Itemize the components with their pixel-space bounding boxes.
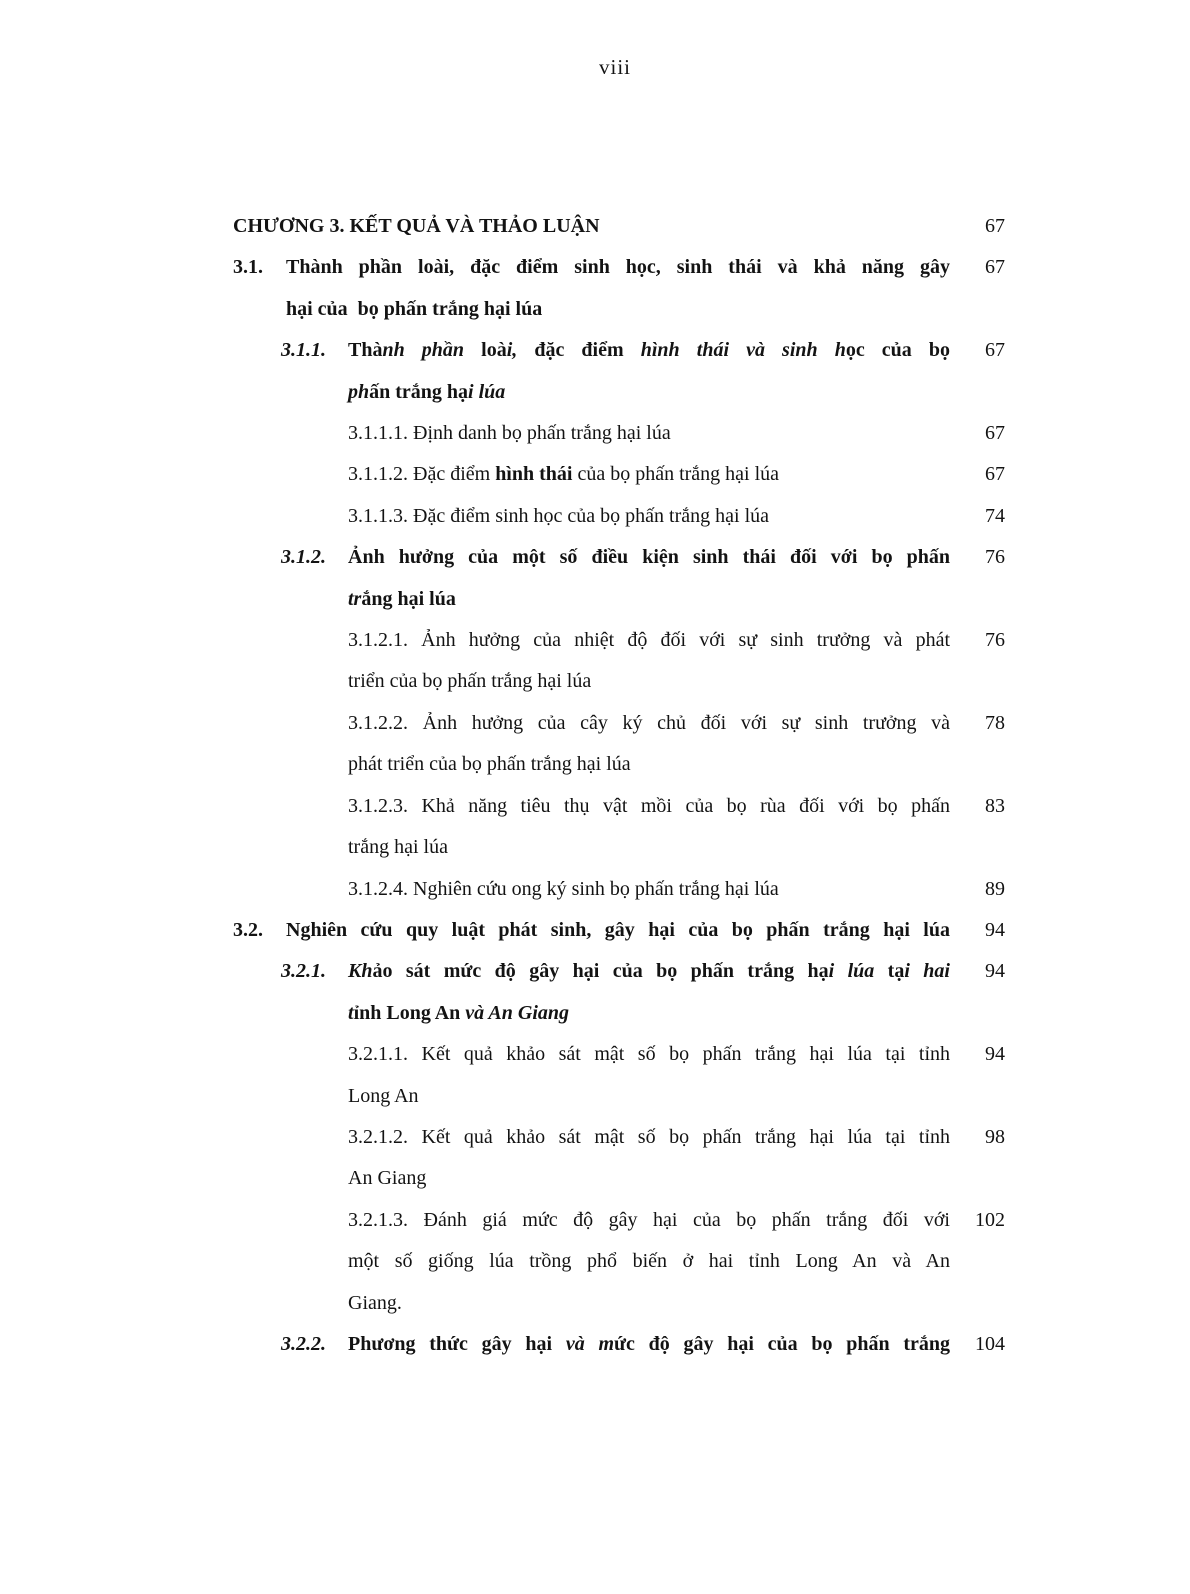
toc-entry-line [348,1283,950,1324]
toc-text-segment: Thành phần loài, đặc điểm sinh học, sinh thái và khả năng gây [286,256,950,279]
toc-entry-line [348,869,950,910]
toc-text-segment: đặc điểm [517,339,641,362]
toc-page-number: 76 [985,546,1005,569]
toc-entry-line [348,330,950,371]
toc-entry-line [348,703,950,744]
toc-text-segment: 3.1.2.2. Ảnh hưởng của cây ký chủ đối với sự sinh trưởng và [348,711,950,734]
toc-page-number: 67 [985,256,1005,279]
toc-text-segment: ỉnh Long An [353,1001,466,1024]
toc-entry [0,454,1190,495]
toc-text-segment: hình thái [495,463,573,486]
toc-entry-line [348,1034,950,1075]
toc-entry-line [348,1200,950,1241]
toc-text-segment: 3.1.2.1. Ảnh hưởng của nhiệt độ đối với sự sinh trưởng và phát [348,629,950,652]
toc-text-segment: Long An [348,1084,419,1107]
toc-text-segment: trắng hại lúa [348,836,448,859]
toc-text-segment: một số giống lúa trồng phổ biến ở hai tỉnh Long An và An [348,1250,950,1273]
toc-entry [0,206,1190,247]
toc-entry-line [348,413,950,454]
toc-entry [0,910,1190,951]
toc-entry-number: 3.1.1. [281,339,326,362]
toc-text-segment: Thà [348,339,383,362]
toc-entry-line [348,579,950,620]
toc-text-segment: 3.1.2.4. Nghiên cứu ong ký sinh bọ phấn trắng hại lúa [348,877,779,900]
toc-page-number: 104 [975,1332,1005,1355]
toc-entry-line [348,537,950,578]
toc-text-segment: An Giang [348,1167,427,1190]
toc-entry-number: 3.2.1. [281,960,326,983]
toc-page-number: 94 [985,960,1005,983]
toc-page-number: 94 [985,918,1005,941]
toc-entry-line [348,661,950,702]
toc-entry-number: 3.2.2. [281,1332,326,1355]
toc-text-segment: t [348,1001,354,1024]
toc-entry-line [348,454,950,495]
toc-entry-line [286,289,950,330]
toc-text-segment: tr [348,587,362,610]
toc-text-segment: Kh [348,960,373,983]
toc-page-number: 78 [985,711,1005,734]
toc-entry [0,496,1190,537]
toc-text-segment: Phương thức gây hại [348,1332,566,1355]
toc-entry-line [348,496,950,537]
toc-entry [0,951,1190,1034]
toc-text-segment: Ảnh hưởng của một số điều kiện sinh thái đối với bọ phấn [348,546,950,569]
toc-text-segment: i lú [468,380,496,403]
toc-page-number: 76 [985,629,1005,652]
toc-text-segment: 3.1.1.2. Đặc điểm [348,463,496,486]
toc-text-segment: 3.2.1.3. Đánh giá mức độ gây hại của bọ phấn trắng đối với [348,1208,950,1231]
toc-entry [0,537,1190,620]
toc-entry [0,330,1190,413]
toc-text-segment: triển của bọ phấn trắng hại lúa [348,670,592,693]
toc-page-number: 67 [985,215,1005,237]
toc-text-segment: ấn trắng hạ [369,380,469,403]
toc-text-segment: ức độ gây hại của bọ phấn trắng [614,1332,950,1355]
toc-entry-number: 3.1. [233,256,263,279]
toc-entry-line [348,951,950,992]
toc-entry [0,703,1190,786]
toc-page-number: 98 [985,1125,1005,1148]
toc-text-segment: tạ [874,960,905,983]
toc-text-segment: i lúa [828,960,875,983]
toc-entry [0,1117,1190,1200]
toc-entry [0,1200,1190,1324]
toc-text-segment: của bọ phấn trắng hại lúa [572,463,780,486]
toc-text-segment: hại của bọ phấn trắng hại lúa [286,297,543,320]
toc-text-segment: hình thái và sinh h [640,339,846,362]
toc-text-segment: loà [464,339,507,362]
toc-entry-line [348,1324,950,1365]
toc-entry-line [348,372,950,413]
toc-text-segment: phát triển của bọ phấn trắng hại lúa [348,753,631,776]
toc-text-segment: ảo sát mức độ gây hại của bọ phấn trắng hạ [372,960,829,983]
toc-page-number: 89 [985,877,1005,900]
toc-text-segment: 3.1.2.3. Khả năng tiêu thụ vật mồi của bọ rùa đối với bọ phấn [348,794,950,817]
toc-entry-number: 3.2. [233,918,263,941]
toc-text-segment: i hai [904,960,950,983]
toc-text-segment: 3.1.1.3. Đặc điểm sinh học của bọ phấn trắng hại lúa [348,504,769,527]
toc-page-number: 94 [985,1043,1005,1066]
toc-text-segment: 3.1.1.1. Định danh bọ phấn trắng hại lúa [348,422,671,445]
toc-text-segment: Giang. [348,1291,402,1314]
toc-entry-line [348,1076,950,1117]
toc-entry [0,1034,1190,1117]
toc-text-segment: a [495,380,506,403]
toc-entry-line [348,993,950,1034]
toc-entry [0,413,1190,454]
toc-entry-line [233,206,950,247]
toc-page-number: 74 [985,504,1005,527]
toc-entry-line [348,1158,950,1199]
toc-text-segment: ph [348,380,370,403]
toc-entry [0,786,1190,869]
toc-entry-line [348,1117,950,1158]
toc-page-number: 67 [985,422,1005,445]
toc-text-segment: i, [506,339,518,362]
toc-entry-line [348,786,950,827]
toc-entry [0,247,1190,330]
toc-text-segment: 3.2.1.2. Kết quả khảo sát mật số bọ phấn trắng hại lúa tại tỉnh [348,1125,950,1148]
toc-text-segment: và m [565,1332,614,1355]
toc-text-segment: và An Giang [465,1001,570,1024]
toc-entry [0,1324,1190,1365]
toc-text-segment: 3.2.1.1. Kết quả khảo sát mật số bọ phấn trắng hại lúa tại tỉnh [348,1043,950,1066]
toc-entry-line [348,1241,950,1282]
toc-text-segment: ọc của bọ [845,339,951,362]
toc-text-segment: CHƯƠNG 3. KẾT QUẢ VÀ THẢO LUẬN [233,215,600,237]
toc-entry-line [348,827,950,868]
toc-page-number: 83 [985,794,1005,817]
toc-entry-line [348,744,950,785]
toc-entry [0,869,1190,910]
toc-entry-number: 3.1.2. [281,546,326,569]
toc-text-segment: nh phần [382,339,465,362]
toc-text-segment: ắng hại lúa [361,587,456,610]
toc-entry-line [348,620,950,661]
page-number-header: viii [598,55,631,79]
toc-text-segment: Nghiên cứu quy luật phát sinh, gây hại của bọ phấn trắng hại lúa [286,918,950,941]
toc-page-number: 67 [985,339,1005,362]
toc-entry [0,620,1190,703]
toc-entry-line [286,910,950,951]
toc-page-number: 67 [985,463,1005,486]
toc-entry-line [286,247,950,288]
toc-page-number: 102 [975,1208,1005,1231]
table-of-contents [0,206,1190,1365]
